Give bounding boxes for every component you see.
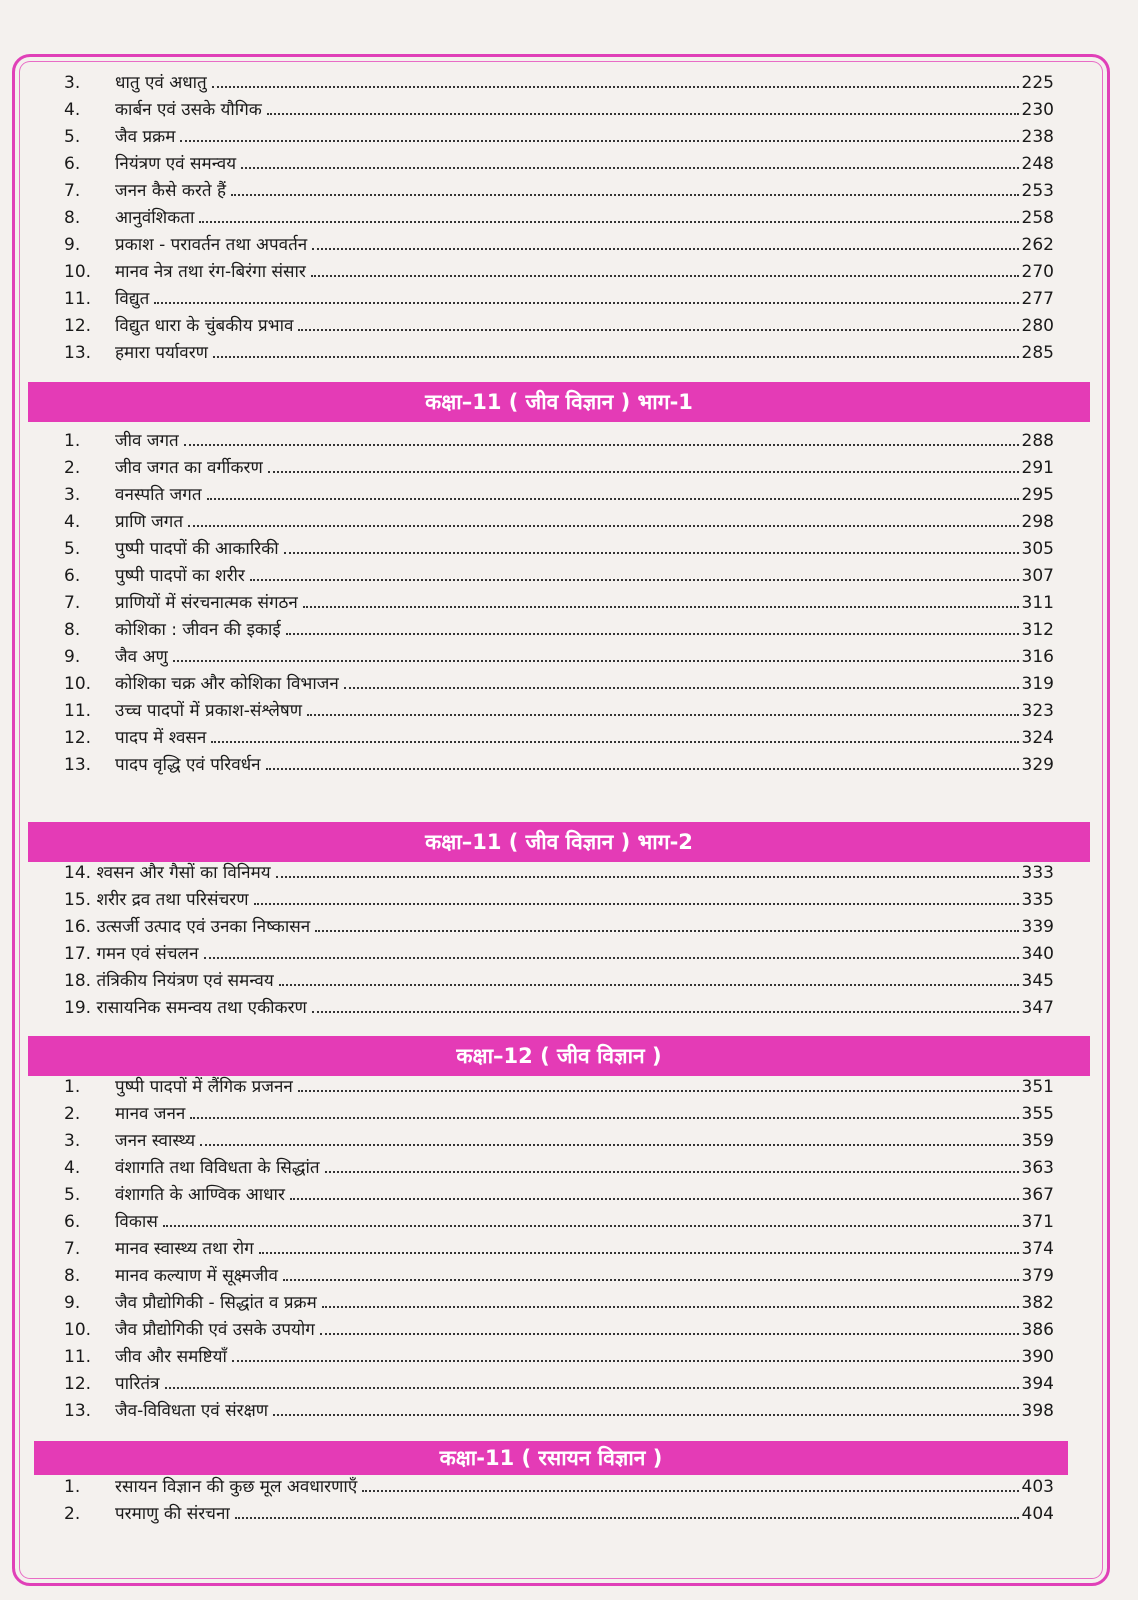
entry-title: जैव प्रक्रम xyxy=(115,127,176,147)
dot-leader xyxy=(231,194,1019,196)
toc-entry xyxy=(0,1474,1138,1501)
toc-entry xyxy=(0,1074,1138,1101)
entry-page-number: 367 xyxy=(1021,1185,1054,1205)
entry-number: 12. xyxy=(64,1374,92,1394)
entry-page-number: 316 xyxy=(1021,647,1054,667)
toc-entry xyxy=(0,968,1138,995)
entry-title: जीव जगत xyxy=(115,431,179,451)
dot-leader xyxy=(344,687,1019,689)
entry-page-number: 280 xyxy=(1021,316,1054,336)
toc-entry xyxy=(0,590,1138,617)
dot-leader xyxy=(188,525,1018,527)
entry-page-number: 311 xyxy=(1021,593,1054,613)
dot-leader xyxy=(211,741,1018,743)
entry-number: 7. xyxy=(64,593,81,613)
entry-title: जैव अणु xyxy=(115,647,168,667)
entry-title: जीव और समष्टियाँ xyxy=(115,1347,227,1367)
toc-entry xyxy=(0,941,1138,968)
dot-leader xyxy=(213,356,1019,358)
dot-leader xyxy=(298,1090,1019,1092)
toc-entry xyxy=(0,1209,1138,1236)
entry-title: वंशागति के आण्विक आधार xyxy=(115,1185,285,1205)
dot-leader xyxy=(298,329,1018,331)
dot-leader xyxy=(199,221,1018,223)
entry-page-number: 295 xyxy=(1021,485,1054,505)
entry-title: प्राणि जगत xyxy=(115,512,184,532)
toc-entry xyxy=(0,536,1138,563)
entry-page-number: 379 xyxy=(1021,1266,1054,1286)
entry-title: वनस्पति जगत xyxy=(115,485,202,505)
toc-entry xyxy=(0,617,1138,644)
toc-entry xyxy=(0,1371,1138,1398)
dot-leader xyxy=(212,86,1019,88)
toc-entry xyxy=(0,887,1138,914)
toc-entry xyxy=(0,232,1138,259)
toc-entry xyxy=(0,340,1138,367)
entry-page-number: 371 xyxy=(1021,1212,1054,1232)
toc-entry xyxy=(0,644,1138,671)
dot-leader xyxy=(266,768,1019,770)
dot-leader xyxy=(312,1011,1019,1013)
entry-number: 7. xyxy=(64,1239,81,1259)
dot-leader xyxy=(286,633,1019,635)
entry-page-number: 248 xyxy=(1021,154,1054,174)
dot-leader xyxy=(254,903,1019,905)
entry-title: विद्युत xyxy=(115,289,150,309)
entry-number: 1. xyxy=(64,431,81,451)
entry-number: 6. xyxy=(64,154,81,174)
dot-leader xyxy=(250,579,1019,581)
entry-title: धातु एवं अधातु xyxy=(115,73,207,93)
toc-entry xyxy=(0,752,1138,779)
entry-title: पारितंत्र xyxy=(115,1374,160,1394)
dot-leader xyxy=(163,1225,1019,1227)
entry-title: 14. श्वसन और गैसों का विनिमय xyxy=(64,863,271,883)
entry-title: जैव प्रौद्योगिकी एवं उसके उपयोग xyxy=(115,1320,315,1340)
toc-entry xyxy=(0,995,1138,1022)
dot-leader xyxy=(315,930,1018,932)
entry-number: 9. xyxy=(64,235,81,255)
entry-title: 18. तंत्रिकीय नियंत्रण एवं समन्वय xyxy=(64,971,274,991)
dot-leader xyxy=(241,167,1018,169)
toc-entry xyxy=(0,1101,1138,1128)
entry-title: मानव जनन xyxy=(115,1104,186,1124)
entry-title: पुष्पी पादपों का शरीर xyxy=(115,566,245,586)
entry-title: 17. गमन एवं संचलन xyxy=(64,944,199,964)
entry-title: प्राणियों में संरचनात्मक संगठन xyxy=(115,593,298,613)
entry-title: हमारा पर्यावरण xyxy=(115,343,208,363)
dot-leader xyxy=(307,714,1019,716)
entry-page-number: 347 xyxy=(1021,998,1054,1018)
entry-page-number: 285 xyxy=(1021,343,1054,363)
entry-page-number: 329 xyxy=(1021,755,1054,775)
entry-number: 11. xyxy=(64,1347,92,1367)
toc-entry xyxy=(0,860,1138,887)
toc-entry xyxy=(0,178,1138,205)
toc-entry xyxy=(0,455,1138,482)
section-heading: कक्षा–11 ( जीव विज्ञान ) भाग-2 xyxy=(28,822,1090,862)
entry-number: 5. xyxy=(64,539,81,559)
entry-number: 10. xyxy=(64,1320,92,1340)
entry-title: कोशिका : जीवन की इकाई xyxy=(115,620,281,640)
entry-page-number: 277 xyxy=(1021,289,1054,309)
entry-number: 13. xyxy=(64,1401,92,1421)
dot-leader xyxy=(259,1252,1019,1254)
toc-entry xyxy=(0,1501,1138,1528)
entry-page-number: 351 xyxy=(1021,1077,1054,1097)
entry-page-number: 359 xyxy=(1021,1131,1054,1151)
dot-leader xyxy=(290,1198,1019,1200)
entry-number: 1. xyxy=(64,1077,81,1097)
entry-number: 13. xyxy=(64,755,92,775)
dot-leader xyxy=(204,957,1019,959)
toc-entry xyxy=(0,428,1138,455)
entry-page-number: 324 xyxy=(1021,728,1054,748)
entry-page-number: 319 xyxy=(1021,674,1054,694)
toc-entry xyxy=(0,259,1138,286)
entry-title: जैव-विविधता एवं संरक्षण xyxy=(115,1401,269,1421)
entry-title: रसायन विज्ञान की कुछ मूल अवधारणाएँ xyxy=(115,1477,358,1497)
toc-entry xyxy=(0,1128,1138,1155)
entry-number: 12. xyxy=(64,316,92,336)
entry-number: 8. xyxy=(64,208,81,228)
entry-number: 3. xyxy=(64,73,81,93)
entry-page-number: 386 xyxy=(1021,1320,1054,1340)
entry-number: 2. xyxy=(64,458,81,478)
entry-title: वंशागति तथा विविधता के सिद्धांत xyxy=(115,1158,320,1178)
entry-page-number: 363 xyxy=(1021,1158,1054,1178)
dot-leader xyxy=(207,498,1019,500)
entry-number: 4. xyxy=(64,512,81,532)
toc-entry xyxy=(0,509,1138,536)
dot-leader xyxy=(267,113,1019,115)
entry-page-number: 312 xyxy=(1021,620,1054,640)
entry-number: 11. xyxy=(64,289,92,309)
dot-leader xyxy=(284,552,1019,554)
section-heading: कक्षा–11 ( जीव विज्ञान ) भाग-1 xyxy=(28,382,1090,422)
toc-entry xyxy=(0,151,1138,178)
dot-leader xyxy=(362,1490,1018,1492)
dot-leader xyxy=(311,275,1019,277)
entry-title: उच्च पादपों में प्रकाश-संश्लेषण xyxy=(115,701,303,721)
entry-title: 15. शरीर द्रव तथा परिसंचरण xyxy=(64,890,249,910)
dot-leader xyxy=(154,302,1018,304)
entry-title: परमाणु की संरचना xyxy=(115,1504,230,1524)
section-heading: कक्षा-11 ( रसायन विज्ञान ) xyxy=(34,1441,1068,1475)
dot-leader xyxy=(283,1279,1019,1281)
entry-page-number: 305 xyxy=(1021,539,1054,559)
entry-title: आनुवंशिकता xyxy=(115,208,195,228)
toc-entry xyxy=(0,70,1138,97)
entry-page-number: 345 xyxy=(1021,971,1054,991)
toc-entry xyxy=(0,1344,1138,1371)
entry-title: जनन स्वास्थ्य xyxy=(115,1131,196,1151)
entry-title: पुष्पी पादपों में लैंगिक प्रजनन xyxy=(115,1077,293,1097)
dot-leader xyxy=(268,471,1019,473)
entry-title: जैव प्रौद्योगिकी - सिद्धांत व प्रक्रम xyxy=(115,1293,317,1313)
entry-title: नियंत्रण एवं समन्वय xyxy=(115,154,237,174)
entry-number: 8. xyxy=(64,1266,81,1286)
entry-title: 16. उत्सर्जी उत्पाद एवं उनका निष्कासन xyxy=(64,917,311,937)
section-heading: कक्षा–12 ( जीव विज्ञान ) xyxy=(28,1036,1090,1076)
entry-number: 6. xyxy=(64,566,81,586)
dot-leader xyxy=(232,1360,1019,1362)
entry-page-number: 323 xyxy=(1021,701,1054,721)
dot-leader xyxy=(180,140,1018,142)
dot-leader xyxy=(276,876,1019,878)
entry-page-number: 270 xyxy=(1021,262,1054,282)
dot-leader xyxy=(312,248,1018,250)
entry-page-number: 374 xyxy=(1021,1239,1054,1259)
toc-entry xyxy=(0,97,1138,124)
entry-page-number: 291 xyxy=(1021,458,1054,478)
entry-title: पुष्पी पादपों की आकारिकी xyxy=(115,539,279,559)
entry-page-number: 335 xyxy=(1021,890,1054,910)
entry-number: 9. xyxy=(64,647,81,667)
entry-title: कोशिका चक्र और कोशिका विभाजन xyxy=(115,674,339,694)
entry-number: 2. xyxy=(64,1104,81,1124)
toc-entry xyxy=(0,914,1138,941)
entry-title: प्रकाश - परावर्तन तथा अपवर्तन xyxy=(115,235,308,255)
entry-title: मानव नेत्र तथा रंग-बिरंगा संसार xyxy=(115,262,306,282)
entry-number: 6. xyxy=(64,1212,81,1232)
entry-page-number: 307 xyxy=(1021,566,1054,586)
entry-page-number: 404 xyxy=(1021,1504,1054,1524)
entry-title: जनन कैसे करते हैं xyxy=(115,181,226,201)
toc-entry xyxy=(0,1263,1138,1290)
entry-title: विद्युत धारा के चुंबकीय प्रभाव xyxy=(115,316,294,336)
entry-title: जीव जगत का वर्गीकरण xyxy=(115,458,263,478)
entry-number: 5. xyxy=(64,1185,81,1205)
toc-entry xyxy=(0,286,1138,313)
toc-entry xyxy=(0,725,1138,752)
dot-leader xyxy=(322,1306,1019,1308)
toc-entry xyxy=(0,1182,1138,1209)
entry-number: 4. xyxy=(64,100,81,120)
toc-entry xyxy=(0,671,1138,698)
entry-page-number: 394 xyxy=(1021,1374,1054,1394)
entry-title: मानव स्वास्थ्य तथा रोग xyxy=(115,1239,254,1259)
dot-leader xyxy=(190,1117,1018,1119)
dot-leader xyxy=(184,444,1019,446)
dot-leader xyxy=(200,1144,1018,1146)
dot-leader xyxy=(303,606,1019,608)
toc-entry xyxy=(0,313,1138,340)
entry-page-number: 333 xyxy=(1021,863,1054,883)
entry-number: 1. xyxy=(64,1477,81,1497)
dot-leader xyxy=(325,1171,1019,1173)
entry-number: 4. xyxy=(64,1158,81,1178)
toc-entry xyxy=(0,563,1138,590)
toc-entry xyxy=(0,698,1138,725)
entry-number: 3. xyxy=(64,1131,81,1151)
entry-title: मानव कल्याण में सूक्ष्मजीव xyxy=(115,1266,278,1286)
entry-page-number: 262 xyxy=(1021,235,1054,255)
entry-page-number: 225 xyxy=(1021,73,1054,93)
entry-page-number: 403 xyxy=(1021,1477,1054,1497)
toc-entry xyxy=(0,1155,1138,1182)
entry-page-number: 340 xyxy=(1021,944,1054,964)
toc-entry xyxy=(0,1317,1138,1344)
dot-leader xyxy=(279,984,1019,986)
entry-page-number: 382 xyxy=(1021,1293,1054,1313)
entry-page-number: 238 xyxy=(1021,127,1054,147)
entry-number: 10. xyxy=(64,674,92,694)
entry-page-number: 288 xyxy=(1021,431,1054,451)
entry-page-number: 258 xyxy=(1021,208,1054,228)
entry-number: 12. xyxy=(64,728,92,748)
dot-leader xyxy=(165,1387,1019,1389)
entry-number: 10. xyxy=(64,262,92,282)
dot-leader xyxy=(235,1517,1019,1519)
entry-number: 13. xyxy=(64,343,92,363)
entry-page-number: 253 xyxy=(1021,181,1054,201)
entry-title: 19. रासायनिक समन्वय तथा एकीकरण xyxy=(64,998,307,1018)
toc-entry xyxy=(0,482,1138,509)
entry-number: 11. xyxy=(64,701,92,721)
entry-number: 9. xyxy=(64,1293,81,1313)
entry-title: पादप वृद्धि एवं परिवर्धन xyxy=(115,755,261,775)
toc-entry xyxy=(0,1236,1138,1263)
entry-title: विकास xyxy=(115,1212,158,1232)
toc-entry xyxy=(0,205,1138,232)
dot-leader xyxy=(173,660,1019,662)
dot-leader xyxy=(273,1414,1019,1416)
entry-number: 7. xyxy=(64,181,81,201)
entry-number: 3. xyxy=(64,485,81,505)
entry-title: कार्बन एवं उसके यौगिक xyxy=(115,100,262,120)
entry-number: 5. xyxy=(64,127,81,147)
toc-entry xyxy=(0,1398,1138,1425)
entry-number: 8. xyxy=(64,620,81,640)
entry-page-number: 339 xyxy=(1021,917,1054,937)
entry-page-number: 390 xyxy=(1021,1347,1054,1367)
toc-entry xyxy=(0,124,1138,151)
entry-page-number: 398 xyxy=(1021,1401,1054,1421)
toc-entry xyxy=(0,1290,1138,1317)
dot-leader xyxy=(320,1333,1019,1335)
entry-page-number: 355 xyxy=(1021,1104,1054,1124)
entry-page-number: 230 xyxy=(1021,100,1054,120)
entry-page-number: 298 xyxy=(1021,512,1054,532)
entry-title: पादप में श्वसन xyxy=(115,728,207,748)
entry-number: 2. xyxy=(64,1504,81,1524)
